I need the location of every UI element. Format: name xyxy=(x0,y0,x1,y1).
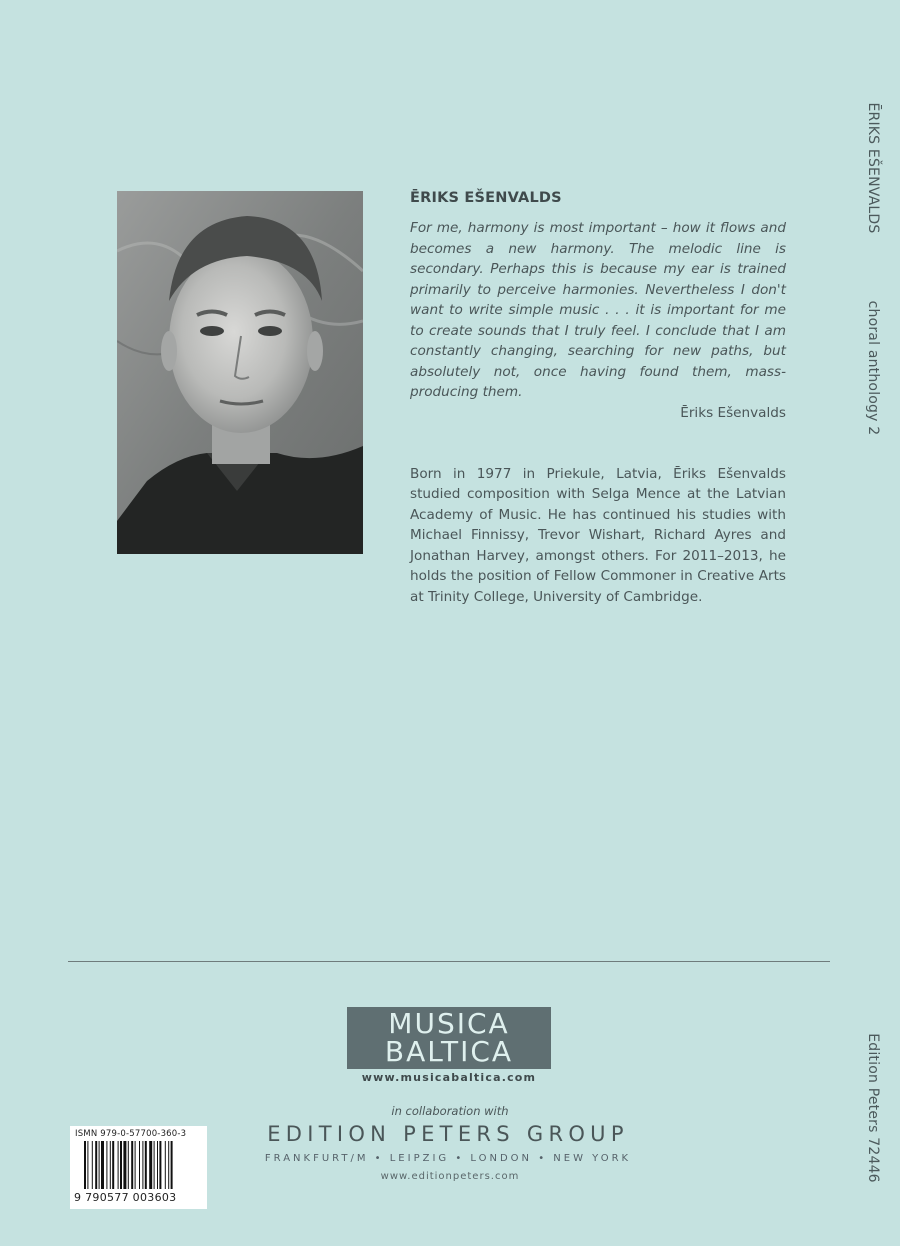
barcode-label xyxy=(70,1126,207,1209)
musica-baltica-url: www.musicabaltica.com xyxy=(361,1071,537,1084)
logo-line-1: MUSICA xyxy=(388,1007,510,1040)
ismn-number: ISMN 979-0-57700-360-3 xyxy=(75,1129,187,1139)
divider-line xyxy=(68,961,830,962)
spine-composer: ĒRIKS EŠENVALDS xyxy=(865,102,881,234)
logo-line-2: BALTICA xyxy=(384,1035,514,1068)
spine-catalogue-number: Edition Peters 72446 xyxy=(865,1033,881,1183)
biography: Born in 1977 in Priekule, Latvia, Ēriks Ešenvalds studied composition with Selga Mence at the Latvian Academy of Music. He has continued his studies with Michael Finnissy, Trevor Wishart, Richard Ayres and Jonathan Harvey, amongst others. For 2011–2013, he holds the position of Fellow Commoner in Creative Arts at Trinity College, University of Cambridge. xyxy=(410,465,786,605)
author-heading: ĒRIKS EŠENVALDS xyxy=(410,190,562,206)
collaboration-text: in collaboration with xyxy=(391,1104,509,1118)
musica-baltica-logo xyxy=(347,1007,551,1069)
composer-portrait xyxy=(117,191,363,554)
text-column xyxy=(410,190,786,607)
portrait-image xyxy=(117,191,363,554)
spine-text xyxy=(856,100,890,1220)
spine-series: choral anthology 2 xyxy=(865,300,881,436)
edition-peters-cities: FRANKFURT/M • LEIPZIG • LONDON • NEW YORK xyxy=(264,1153,632,1164)
edition-peters-url: www.editionpeters.com xyxy=(380,1171,520,1182)
barcode-digits: 9 790577 003603 xyxy=(74,1191,177,1204)
barcode-icon xyxy=(84,1141,196,1191)
composer-quote: For me, harmony is most important – how it flows and becomes a new harmony. The melodic line is secondary. Perhaps this is because my ear is trained primarily to perceive harmonies. Nevertheless I don't want to write simple music . . . it is important for me to create sounds that I truly feel. I conclude that I am constantly changing, searching for new paths, but absolutely not, once having found them, mass-producing them. xyxy=(410,220,786,400)
edition-peters-logo: EDITION PETERS GROUP xyxy=(267,1122,629,1146)
quote-attribution: Ēriks Ešenvalds xyxy=(680,404,786,421)
